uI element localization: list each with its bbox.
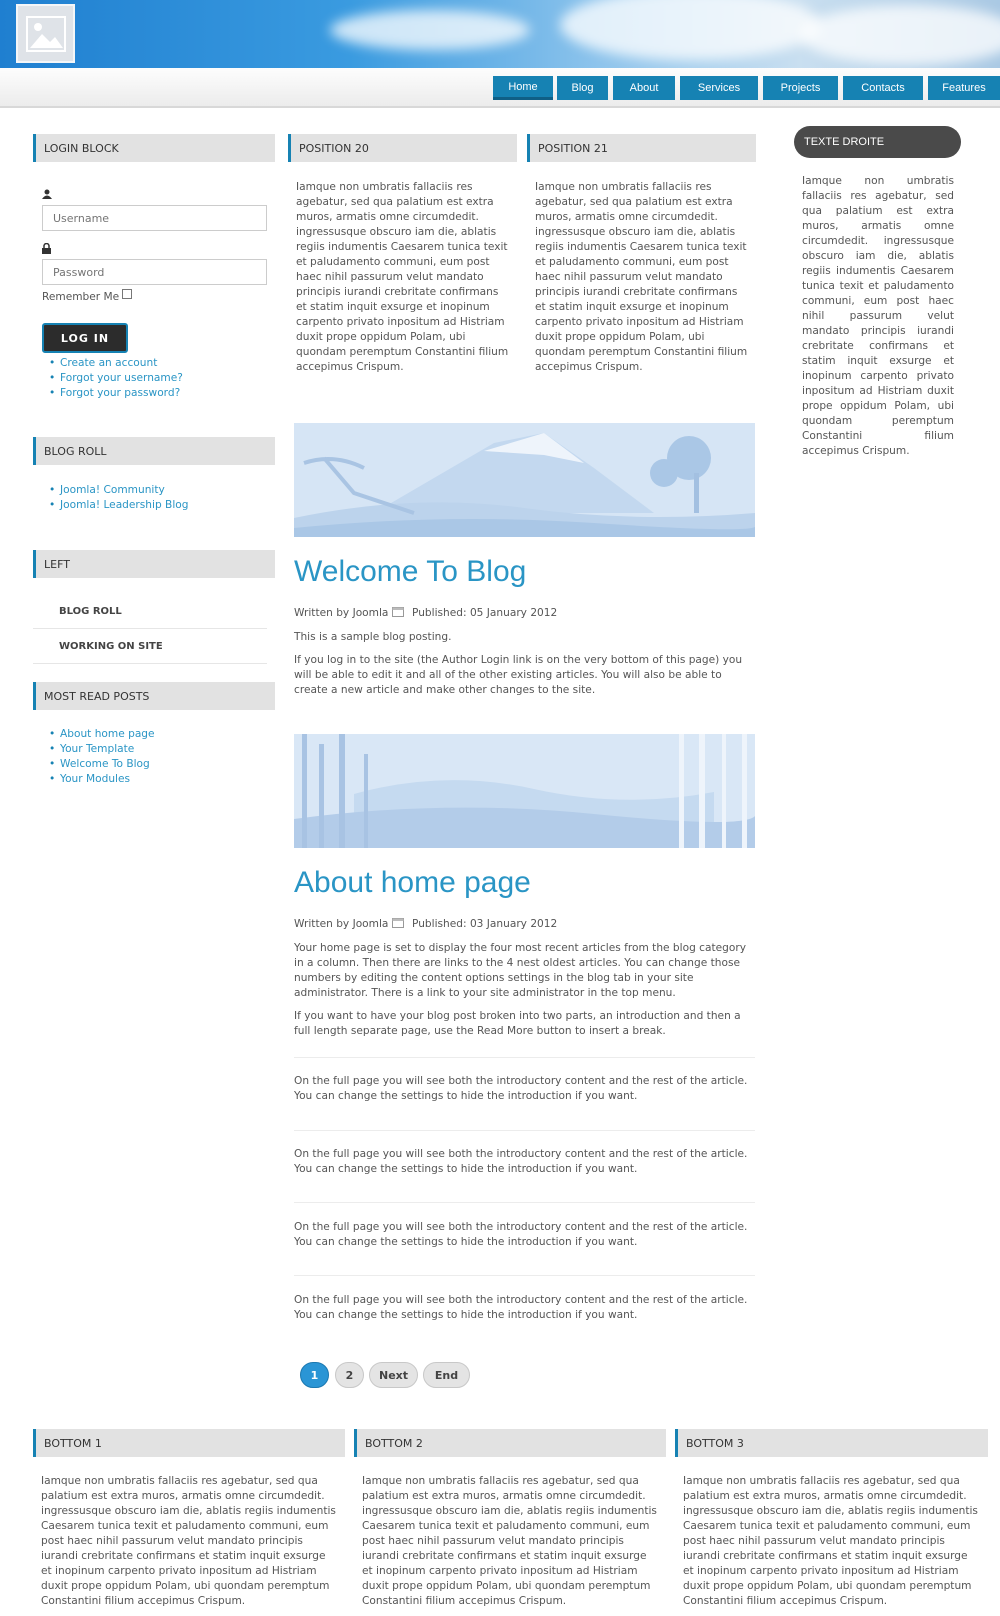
bottom-3-title: BOTTOM 3 (675, 1429, 988, 1457)
article-image-bamboo (294, 734, 755, 848)
create-account-link[interactable]: Create an account (60, 357, 158, 369)
position-20-text: Iamque non umbratis fallaciis res agebatur, sed qua palatium est extra muros, armatis omne circumdedit. ingressusque obscuro iam die, ablatis regiis indumentis Caesarem tunica texit et paludamento communi, eum post haec nihil passurum velut mandato principis iurandi crebritate confirmans et statim inquit exsurge et inopinum carpento privato inpositum ad Histriam duxit prope oppidum Polam, ubi quondam peremptum Constantini filium accepimus Crispum. (296, 181, 509, 373)
remember-me-label: Remember Me (42, 291, 120, 303)
remember-me-checkbox[interactable] (122, 289, 132, 299)
mountain-landscape-image (294, 423, 755, 537)
nav-about[interactable]: About (613, 76, 675, 100)
position-21-text: Iamque non umbratis fallaciis res agebatur, sed qua palatium est extra muros, armatis omne circumdedit. ingressusque obscuro iam die, ablatis regiis indumentis Caesarem tunica texit et paludamento communi, eum post haec nihil passurum velut mandato principis iurandi crebritate confirmans et statim inquit exsurge et inopinum carpento privato inpositum ad Histriam duxit prope oppidum Polam, ubi quondam peremptum Constantini filium accepimus Crispum. (535, 181, 748, 373)
login-block-title: LOGIN BLOCK (33, 134, 275, 162)
article-paragraph: If you log in to the site (the Author Login link is on the very bottom of this page) you will be able to edit it and all of the other existing articles. You will also be able to create a new article and make other changes to the site. (294, 654, 743, 696)
nav-services[interactable]: Services (680, 76, 758, 100)
calendar-icon (392, 917, 404, 928)
joomla-community-link[interactable]: Joomla! Community (60, 484, 165, 496)
most-read-title: MOST READ POSTS (33, 682, 275, 710)
list-item (42, 727, 155, 742)
article-paragraph: This is a sample blog posting. (294, 631, 452, 643)
header-banner (0, 0, 1000, 68)
calendar-icon (392, 606, 404, 617)
position-21-title: POSITION 21 (527, 134, 756, 162)
forgot-username-link[interactable]: Forgot your username? (60, 372, 183, 384)
list-item (42, 498, 188, 513)
article-author: Written by Joomla (294, 607, 389, 619)
position-20-title: POSITION 20 (288, 134, 517, 162)
article-published: Published: 05 January 2012 (412, 607, 558, 619)
list-item (42, 772, 155, 787)
bottom-2-text: Iamque non umbratis fallaciis res agebatur, sed qua palatium est extra muros, armatis omne circumdedit. ingressusque obscuro iam die, ablatis regiis indumentis Caesarem tunica texit et paludamento communi, eum post haec nihil passurum velut mandato principis iurandi crebritate confirmans et statim inquit exsurge et inopinum carpento privato inpositum ad Histriam duxit prope oppidum Polam, ubi quondam peremptum Constantini filium accepimus Crispum. (362, 1475, 657, 1607)
blog-roll-links (42, 483, 188, 513)
divider (294, 1275, 755, 1276)
blog-roll-title: BLOG ROLL (33, 437, 275, 465)
user-icon (42, 189, 52, 199)
article-paragraph: If you want to have your blog post broken into two parts, an introduction and then a full length separate page, use the Read More button to insert a break. (294, 1010, 741, 1037)
texte-droite-title: TEXTE DROITE (794, 126, 961, 158)
menu-item-working-on-site[interactable]: WORKING ON SITE (33, 629, 267, 664)
list-item (42, 371, 183, 386)
list-item (42, 483, 188, 498)
most-read-link[interactable]: About home page (60, 728, 155, 740)
nav-features[interactable]: Features (928, 76, 1000, 100)
forgot-password-link[interactable]: Forgot your password? (60, 387, 181, 399)
page-2-button[interactable]: 2 (335, 1362, 364, 1388)
username-input[interactable] (42, 205, 267, 231)
list-item (42, 742, 155, 757)
lock-icon (42, 243, 51, 254)
end-page-button[interactable]: End (423, 1362, 470, 1388)
cloud-decoration (560, 0, 820, 60)
article-paragraph: Your home page is set to display the four most recent articles from the blog category in a column. Then there are links to the 4 nest oldest articles. You can change those numbers by editing the content options settings in the blog tab in your site administrator. There is a link to your site administrator in the top menu. (294, 942, 746, 999)
list-item (42, 386, 183, 401)
joomla-leadership-link[interactable]: Joomla! Leadership Blog (60, 499, 189, 511)
cloud-decoration (330, 10, 530, 50)
login-button[interactable]: LOG IN (42, 323, 128, 353)
most-read-link[interactable]: Your Template (60, 743, 135, 755)
bottom-2-title: BOTTOM 2 (354, 1429, 666, 1457)
article-published: Published: 03 January 2012 (412, 918, 558, 930)
menu-item-blog-roll[interactable]: BLOG ROLL (33, 594, 267, 629)
texte-droite-text: Iamque non umbratis fallaciis res agebatur, sed qua palatium est extra muros, armatis omne circumdedit. ingressusque obscuro iam die, ablatis regiis indumentis Caesarem tunica texit et paludamento communi, eum post haec nihil passurum velut mandato principis iurandi crebritate confirmans et statim inquit exsurge et inopinum carpento privato inpositum ad Histriam duxit prope oppidum Polam, ubi quondam peremptum Constantini filium accepimus Crispum. (802, 175, 954, 457)
cloud-decoration (800, 5, 1000, 65)
divider (294, 1057, 755, 1058)
list-item (42, 356, 183, 371)
most-read-link[interactable]: Your Modules (60, 773, 131, 785)
image-placeholder-icon (26, 16, 66, 52)
nav-home[interactable]: Home (493, 76, 553, 100)
intro-item: On the full page you will see both the introductory content and the rest of the article. You can change the settings to hide the introduction if you want. (294, 1075, 748, 1102)
left-menu-title: LEFT (33, 550, 275, 578)
article-title[interactable]: About home page (294, 866, 531, 899)
next-page-button[interactable]: Next (369, 1362, 418, 1388)
list-item (42, 757, 155, 772)
most-read-link[interactable]: Welcome To Blog (60, 758, 150, 770)
divider (294, 1202, 755, 1203)
divider (294, 1130, 755, 1131)
most-read-links (42, 727, 155, 787)
nav-projects[interactable]: Projects (763, 76, 838, 100)
intro-item: On the full page you will see both the introductory content and the rest of the article. You can change the settings to hide the introduction if you want. (294, 1148, 748, 1175)
nav-blog[interactable]: Blog (557, 76, 608, 100)
login-links (42, 356, 183, 401)
logo[interactable] (16, 4, 75, 63)
main-navigation (0, 68, 1000, 108)
bamboo-landscape-image (294, 734, 755, 848)
article-image-mountain (294, 423, 755, 537)
password-input[interactable] (42, 259, 267, 285)
intro-item: On the full page you will see both the introductory content and the rest of the article. You can change the settings to hide the introduction if you want. (294, 1294, 748, 1321)
bottom-1-title: BOTTOM 1 (33, 1429, 345, 1457)
page-1-button[interactable]: 1 (300, 1362, 329, 1388)
bottom-1-text: Iamque non umbratis fallaciis res agebatur, sed qua palatium est extra muros, armatis omne circumdedit. ingressusque obscuro iam die, ablatis regiis indumentis Caesarem tunica texit et paludamento communi, eum post haec nihil passurum velut mandato principis iurandi crebritate confirmans et statim inquit exsurge et inopinum carpento privato inpositum ad Histriam duxit prope oppidum Polam, ubi quondam peremptum Constantini filium accepimus Crispum. (41, 1475, 336, 1607)
intro-item: On the full page you will see both the introductory content and the rest of the article. You can change the settings to hide the introduction if you want. (294, 1221, 748, 1248)
bottom-3-text: Iamque non umbratis fallaciis res agebatur, sed qua palatium est extra muros, armatis omne circumdedit. ingressusque obscuro iam die, ablatis regiis indumentis Caesarem tunica texit et paludamento communi, eum post haec nihil passurum velut mandato principis iurandi crebritate confirmans et statim inquit exsurge et inopinum carpento privato inpositum ad Histriam duxit prope oppidum Polam, ubi quondam peremptum Constantini filium accepimus Crispum. (683, 1475, 978, 1607)
nav-contacts[interactable]: Contacts (843, 76, 923, 100)
article-title[interactable]: Welcome To Blog (294, 555, 527, 588)
article-author: Written by Joomla (294, 918, 389, 930)
